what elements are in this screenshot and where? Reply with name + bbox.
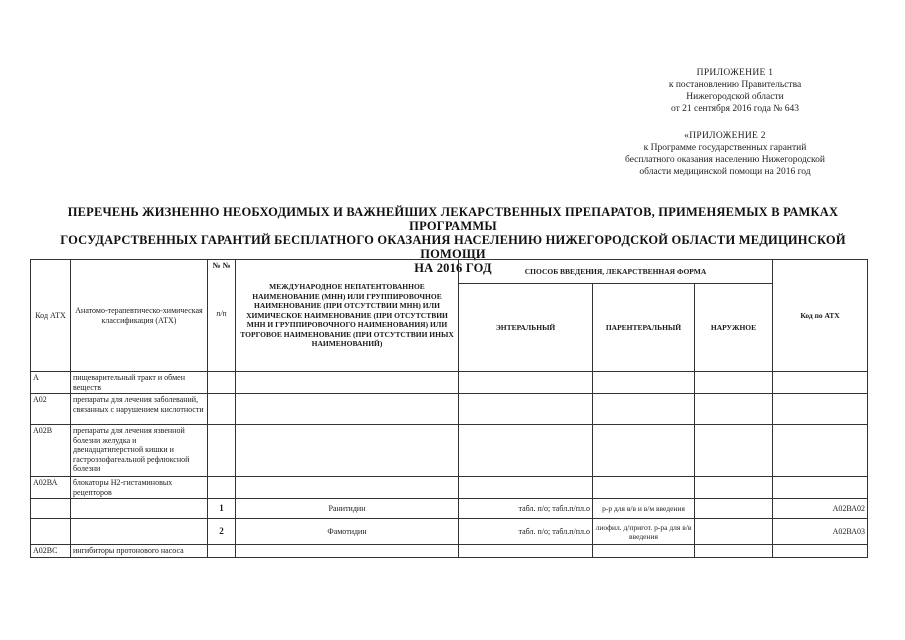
cell-atx-code	[773, 477, 868, 499]
table-row	[31, 499, 868, 519]
cell-parenteral	[593, 545, 695, 558]
annex-1-line: от 21 сентября 2016 года № 643	[670, 104, 799, 114]
document-title-line: НА 2016 ГОД	[414, 261, 492, 275]
cell-classification: препараты для лечения язвенной болезни желудка и двенадцатиперстной кишки и гастроэзофагеальной рефлюксной болезни	[71, 425, 208, 477]
annex-2-line: бесплатного оказания населению Нижегородской	[625, 155, 825, 165]
cell-number: 2	[208, 519, 236, 545]
cell-external	[695, 425, 773, 477]
cell-external	[695, 372, 773, 394]
annex-1-line: к постановлению Правительства	[668, 80, 802, 90]
cell-atx-code	[773, 372, 868, 394]
cell-number	[208, 545, 236, 558]
annex-1-line: Нижегородской области	[686, 92, 784, 102]
header-name: МЕЖДУНАРОДНОЕ НЕПАТЕНТОВАННОЕ НАИМЕНОВАНИЕ (МНН) ИЛИ ГРУППИРОВОЧНОЕ НАИМЕНОВАНИЕ (ПРИ ОТСУТСТВИИ МНН) ИЛИ ХИМИЧЕСКОЕ НАИМЕНОВАНИЕ (ПРИ ОТСУТСТВИИ МНН И ГРУППИРОВОЧНОГО НАИМЕНОВАНИЯ) ИЛИ ТОРГОВОЕ НАИМЕНОВАНИЕ (ПРИ ОТСУТСТВИИ ИНЫХ НАИМЕНОВАНИЙ)	[236, 260, 459, 372]
cell-name	[236, 425, 459, 477]
cell-classification: блокаторы Н2-гистаминовых рецепторов	[71, 477, 208, 499]
cell-number	[208, 372, 236, 394]
cell-atx-code	[773, 425, 868, 477]
cell-parenteral: р-р для в/в и в/м введения	[593, 499, 695, 519]
cell-external	[695, 477, 773, 499]
cell-external	[695, 499, 773, 519]
cell-enteral: табл. п/о; табл.п/пл.о	[459, 519, 593, 545]
table-row	[31, 372, 868, 394]
header-route-group: СПОСОБ ВВЕДЕНИЯ, ЛЕКАРСТВЕННАЯ ФОРМА	[459, 260, 773, 284]
cell-classification: препараты для лечения заболеваний, связанных с нарушением кислотности	[71, 394, 208, 425]
header-external: НАРУЖНОЕ	[695, 284, 773, 372]
cell-parenteral	[593, 425, 695, 477]
header-atx-code: Код по АТХ	[773, 260, 868, 372]
cell-number	[208, 425, 236, 477]
document-title-line: ПЕРЕЧЕНЬ ЖИЗНЕННО НЕОБХОДИМЫХ И ВАЖНЕЙШИХ ЛЕКАРСТВЕННЫХ ПРЕПАРАТОВ, ПРИМЕНЯЕМЫХ В РАМКАХ ПРОГРАММЫ	[67, 205, 839, 233]
cell-name	[236, 372, 459, 394]
cell-external	[695, 545, 773, 558]
cell-parenteral	[593, 477, 695, 499]
table-row	[31, 545, 868, 558]
cell-code: А02	[31, 394, 71, 425]
cell-name	[236, 545, 459, 558]
cell-code	[31, 499, 71, 519]
cell-atx-code: А02ВА02	[773, 499, 868, 519]
header-parenteral: ПАРЕНТЕРАЛЬНЫЙ	[593, 284, 695, 372]
cell-code: А02ВА	[31, 477, 71, 499]
cell-atx-code	[773, 545, 868, 558]
cell-atx-code: А02ВА03	[773, 519, 868, 545]
cell-classification	[71, 519, 208, 545]
cell-classification: пищеварительный тракт и обмен веществ	[71, 372, 208, 394]
cell-atx-code	[773, 394, 868, 425]
cell-name: Фамотидин	[236, 519, 459, 545]
cell-enteral	[459, 477, 593, 499]
header-enteral: ЭНТЕРАЛЬНЫЙ	[459, 284, 593, 372]
cell-external	[695, 394, 773, 425]
header-classification: Анатомо-терапевтическо-химическая классификация (АТХ)	[71, 260, 208, 372]
cell-code: А02ВС	[31, 545, 71, 558]
cell-enteral: табл. п/о; табл.п/пл.о	[459, 499, 593, 519]
annex-2-title: «ПРИЛОЖЕНИЕ 2	[684, 131, 766, 141]
table-row	[31, 425, 868, 477]
cell-enteral	[459, 545, 593, 558]
cell-name	[236, 477, 459, 499]
cell-number	[208, 477, 236, 499]
cell-enteral	[459, 425, 593, 477]
table-row	[31, 519, 868, 545]
cell-classification: ингибиторы протонового насоса	[71, 545, 208, 558]
header-number-top: № №	[212, 261, 231, 270]
table-row	[31, 394, 868, 425]
cell-number	[208, 394, 236, 425]
header-number-bottom: п/п	[216, 308, 227, 318]
annex-2-header	[600, 130, 850, 178]
annex-2-line: к Программе государственных гарантий	[643, 143, 807, 153]
cell-code	[31, 519, 71, 545]
cell-parenteral	[593, 372, 695, 394]
annex-1-title: ПРИЛОЖЕНИЕ 1	[696, 68, 774, 78]
cell-enteral	[459, 394, 593, 425]
cell-external	[695, 519, 773, 545]
cell-number: 1	[208, 499, 236, 519]
document-title-line: ГОСУДАРСТВЕННЫХ ГАРАНТИЙ БЕСПЛАТНОГО ОКАЗАНИЯ НАСЕЛЕНИЮ НИЖЕГОРОДСКОЙ ОБЛАСТИ МЕДИЦИНСКОЙ ПОМОЩИ	[60, 233, 846, 261]
header-number	[208, 260, 236, 372]
header-code: Код АТХ	[31, 260, 71, 372]
cell-classification	[71, 499, 208, 519]
cell-name	[236, 394, 459, 425]
cell-parenteral: лиофил. д/пригот. р-ра для в/в введения	[593, 519, 695, 545]
cell-code: А02В	[31, 425, 71, 477]
annex-2-line: области медицинской помощи на 2016 год	[639, 167, 811, 177]
table-row	[31, 477, 868, 499]
drug-list-table	[30, 259, 868, 558]
annex-1-header	[640, 67, 830, 115]
cell-enteral	[459, 372, 593, 394]
cell-code: А	[31, 372, 71, 394]
cell-name: Ранитидин	[236, 499, 459, 519]
cell-parenteral	[593, 394, 695, 425]
